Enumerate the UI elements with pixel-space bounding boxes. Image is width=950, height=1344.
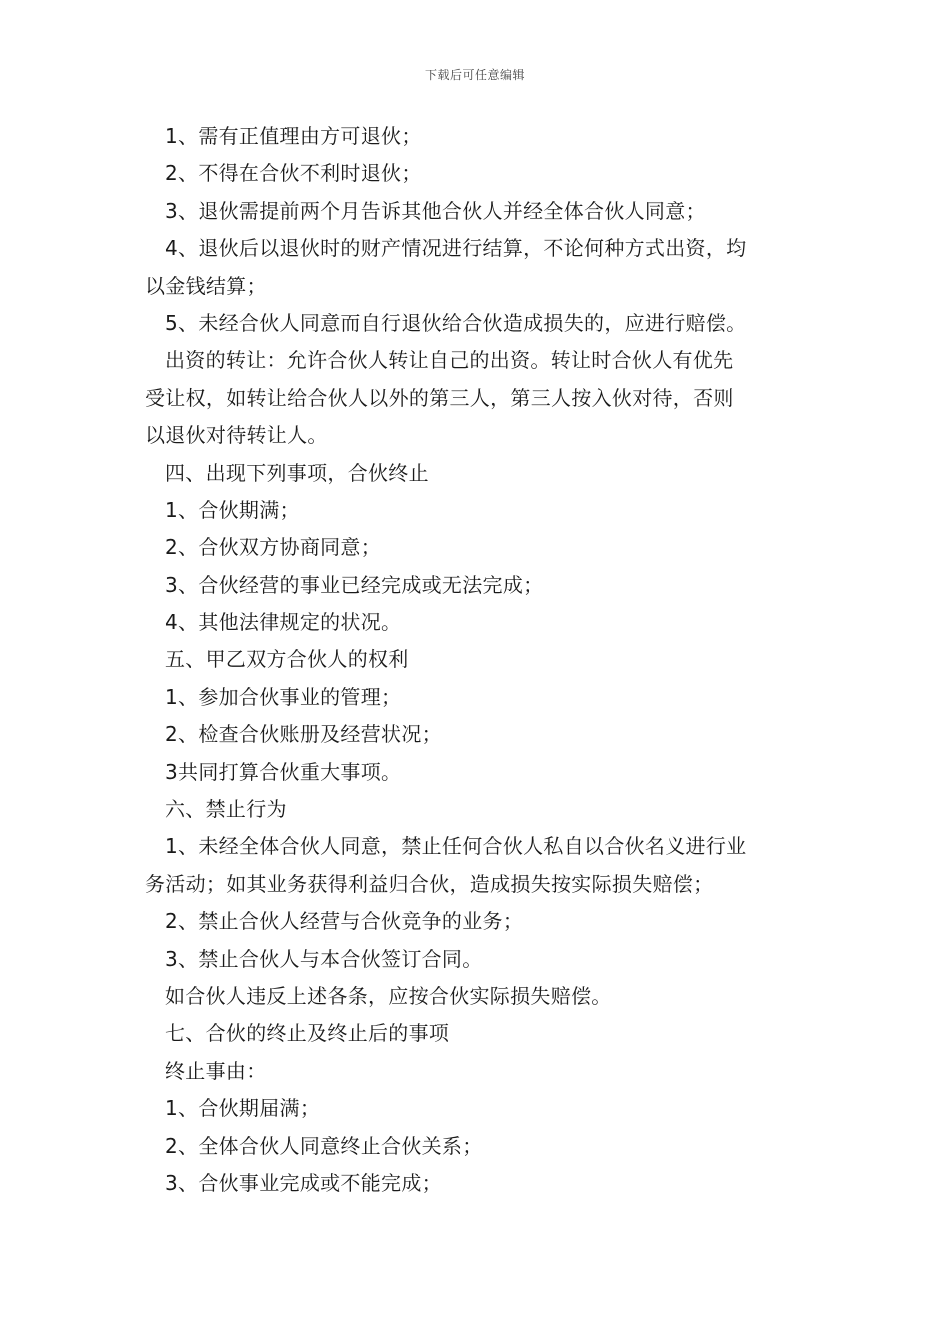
- text-line: 务活动；如其业务获得利益归合伙，造成损失按实际损失赔偿；: [145, 871, 714, 896]
- text-line: 七、合伙的终止及终止后的事项: [165, 1021, 450, 1046]
- text-line: 五、甲乙双方合伙人的权利: [165, 647, 409, 672]
- text-line: 以退伙对待转让人。: [145, 423, 328, 448]
- text-line: 3共同打算合伙重大事项。: [165, 759, 402, 784]
- text-line: 2、合伙双方协商同意；: [165, 535, 382, 560]
- text-line: 2、检查合伙账册及经营状况；: [165, 722, 442, 747]
- text-line: 终止事由：: [165, 1058, 267, 1083]
- text-line: 受让权，如转让给合伙人以外的第三人，第三人按入伙对待，否则: [145, 385, 734, 410]
- text-line: 3、合伙事业完成或不能完成；: [165, 1170, 442, 1195]
- text-line: 5、未经合伙人同意而自行退伙给合伙造成损失的，应进行赔偿。: [165, 310, 747, 335]
- text-line: 四、出现下列事项，合伙终止: [165, 460, 429, 485]
- text-line: 以金钱结算；: [145, 273, 267, 298]
- document-body: [145, 118, 810, 1202]
- text-line: 如合伙人违反上述各条，应按合伙实际损失赔偿。: [165, 983, 612, 1008]
- text-line: 2、不得在合伙不利时退伙；: [165, 161, 422, 186]
- text-line: 4、其他法律规定的状况。: [165, 610, 402, 635]
- text-line: 1、需有正值理由方可退伙；: [165, 124, 422, 148]
- page-header: 下载后可任意编辑: [424, 68, 525, 82]
- text-line: 2、禁止合伙人经营与合伙竞争的业务；: [165, 909, 524, 934]
- text-line: 3、退伙需提前两个月告诉其他合伙人并经全体合伙人同意；: [165, 198, 706, 223]
- text-line: 3、禁止合伙人与本合伙签订合同。: [165, 946, 483, 971]
- text-line: 1、参加合伙事业的管理；: [165, 684, 402, 709]
- text-line: 1、合伙期届满；: [165, 1096, 321, 1121]
- text-line: 六、禁止行为: [165, 797, 287, 822]
- text-line: 3、合伙经营的事业已经完成或无法完成；: [165, 572, 544, 597]
- text-line: 1、合伙期满；: [165, 497, 300, 522]
- text-line: 1、未经全体合伙人同意，禁止任何合伙人私自以合伙名义进行业: [165, 834, 747, 859]
- text-line: 出资的转让：允许合伙人转让自己的出资。转让时合伙人有优先: [165, 348, 734, 373]
- text-line: 2、全体合伙人同意终止合伙关系；: [165, 1133, 483, 1158]
- text-line: 4、退伙后以退伙时的财产情况进行结算，不论何种方式出资，均: [165, 236, 747, 261]
